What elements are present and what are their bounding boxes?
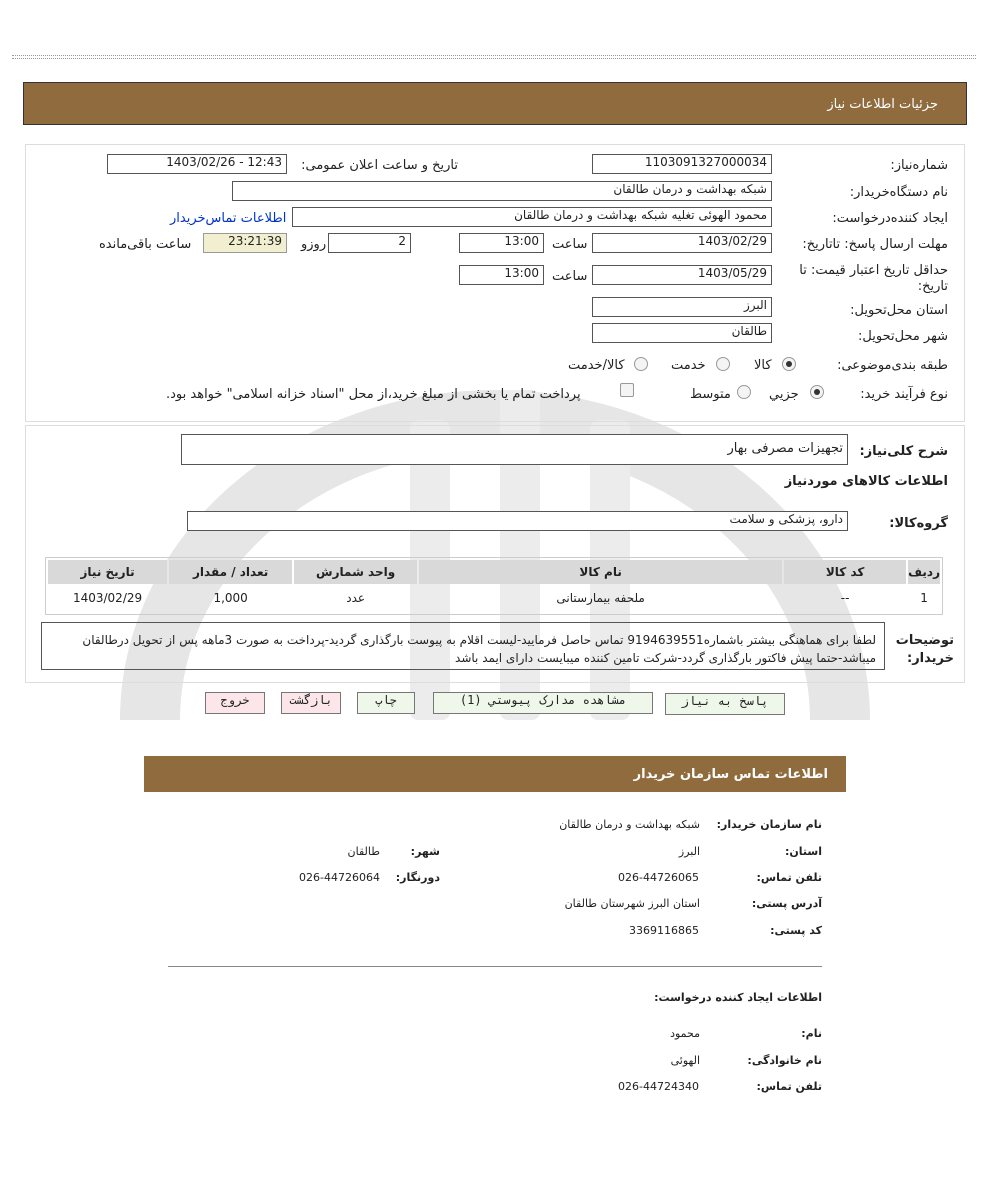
cell-goods-name: ملحفه بیمارستانی (556, 591, 645, 605)
goods-group-label: گروه‌کالا: (889, 516, 948, 531)
exit-button[interactable]: خروج (205, 692, 265, 714)
contact-org-label: نام سازمان خریدار: (716, 818, 822, 831)
creator-family-label: نام خانوادگی: (747, 1054, 822, 1067)
goods-heading: اطلاعات کالاهای موردنیاز (784, 474, 948, 489)
summary-field: تجهیزات مصرفی بهار (181, 434, 848, 465)
contact-org-value: شبکه بهداشت و درمان طالقان (559, 818, 700, 831)
cell-quantity: 1,000 (213, 591, 248, 605)
reply-deadline-label: مهلت ارسال پاسخ: تاتاریخ: (802, 237, 948, 252)
reply-time-field: 13:00 (459, 233, 544, 253)
contact-province-value: البرز (678, 845, 700, 858)
reply-button[interactable]: پاسخ به نیاز (665, 693, 785, 715)
col-goods-code: کد کالا (784, 560, 906, 584)
creator-name-label: نام: (801, 1027, 822, 1040)
buyer-org-label: نام دستگاه‌خریدار: (849, 185, 948, 200)
buyer-org-field: شبکه بهداشت و درمان طالقان (232, 181, 772, 201)
remaining-label: ساعت باقی‌مانده (99, 237, 192, 252)
goods-table-wrapper (45, 557, 943, 615)
contact-fax-label: دورنگار: (395, 871, 440, 884)
cell-unit: عدد (346, 591, 366, 605)
need-number-label: شماره‌نیاز: (890, 158, 948, 173)
contact-province-label: استان: (785, 845, 822, 858)
category-goods-radio[interactable] (782, 357, 796, 371)
category-both-radio[interactable] (634, 357, 648, 371)
creator-phone-label: تلفن تماس: (756, 1080, 822, 1093)
category-goods-label: کالا (754, 358, 772, 373)
cell-need-date: 1403/02/29 (72, 591, 143, 605)
col-row: ردیف (908, 560, 940, 584)
contact-city-value: طالقان (347, 845, 380, 858)
days-field: 2 (328, 233, 411, 253)
category-both-label: کالا/خدمت (568, 358, 625, 373)
price-validity-time-label: ساعت (552, 269, 588, 284)
top-divider (12, 55, 976, 59)
col-quantity: تعداد / مقدار (169, 560, 292, 584)
buyer-notes-field: لطفا برای هماهنگی بیشتر باشماره9194639551 تماس حاصل فرمایید-لیست اقلام به پیوست بارگذاری گردید-پرداخت به صورت 3ماهه پس از تحویل درطالقان میباشد-حتما پیش فاکتور بارگذاری گردد-شرکت تامین کننده میبایست دارای ایمد باشد (41, 622, 885, 670)
buyer-contact-link[interactable]: اطلاعات تماس‌خریدار (170, 211, 287, 226)
city-field: طالقان (592, 323, 772, 343)
process-medium-label: متوسط (690, 387, 731, 402)
reply-date-field: 1403/02/29 (592, 233, 772, 253)
announce-datetime-field: 1403/02/26 - 12:43 (107, 154, 287, 174)
requester-field: محمود الهوئی تغلیه شبکه بهداشت و درمان طالقان (292, 207, 772, 227)
creator-phone-value: 026-44724340 (618, 1080, 699, 1093)
need-number-field: 1103091327000034 (592, 154, 772, 174)
days-label: روزو (301, 237, 327, 252)
category-label: طبقه بندی‌موضوعی: (837, 358, 948, 373)
contact-phone-value: 026-44726065 (618, 871, 699, 884)
treasury-payment-checkbox[interactable] (620, 383, 634, 397)
contact-city-label: شهر: (410, 845, 440, 858)
province-field: البرز (592, 297, 772, 317)
province-label: استان محل‌تحویل: (850, 303, 948, 318)
contact-fax-value: 026-44726064 (299, 871, 380, 884)
category-service-radio[interactable] (716, 357, 730, 371)
col-unit: واحد شمارش (294, 560, 417, 584)
price-validity-time-field: 13:00 (459, 265, 544, 285)
col-need-date: تاریخ نیاز (48, 560, 167, 584)
price-validity-date-field: 1403/05/29 (592, 265, 772, 285)
contact-title: اطلاعات تماس سازمان خریدار (633, 767, 828, 782)
contact-divider (168, 966, 822, 967)
treasury-payment-label: پرداخت تمام یا بخشی از مبلغ خرید،از محل "اسناد خزانه اسلامی" خواهد بود. (166, 387, 581, 402)
col-goods-name: نام کالا (419, 560, 782, 584)
contact-postal-label: کد پستی: (770, 924, 822, 937)
purchase-process-label: نوع فرآیند خرید: (860, 387, 948, 402)
remaining-timer: 23:21:39 (203, 233, 287, 253)
goods-table (46, 558, 942, 612)
contact-phone-label: تلفن تماس: (756, 871, 822, 884)
requester-label: ایجاد کننده‌درخواست: (832, 211, 948, 226)
attachments-button[interactable]: مشاهده مدارک پیوستي (1) (433, 692, 653, 714)
process-minor-radio[interactable] (810, 385, 824, 399)
announce-datetime-label: تاریخ و ساعت اعلان عمومی: (301, 158, 458, 173)
city-label: شهر محل‌تحویل: (858, 329, 948, 344)
goods-group-field: دارو، پزشکی و سلامت (187, 511, 848, 531)
back-button[interactable]: بازگشت (281, 692, 341, 714)
buyer-notes-label: توضیحات خریدار: (895, 633, 954, 666)
summary-label: شرح کلی‌نیاز: (859, 444, 948, 459)
creator-name-value: محمود (670, 1027, 700, 1040)
process-medium-radio[interactable] (737, 385, 751, 399)
reply-time-label: ساعت (552, 237, 588, 252)
price-validity-label: حداقل تاریخ اعتبار قیمت: تا تاریخ: (799, 263, 948, 294)
creator-family-value: الهوئی (670, 1054, 700, 1067)
goods-table-header (48, 560, 940, 584)
table-row (48, 586, 940, 610)
category-service-label: خدمت (671, 358, 706, 373)
contact-address-value: استان البرز شهرستان طالقان (564, 897, 700, 910)
cell-row: 1 (920, 591, 928, 605)
page-title: جزئیات اطلاعات نیاز (827, 97, 938, 112)
cell-goods-code: -- (840, 591, 850, 605)
contact-address-label: آدرس پستی: (751, 897, 822, 910)
creator-heading: اطلاعات ایجاد کننده درخواست: (654, 991, 822, 1004)
print-button[interactable]: چاپ (357, 692, 415, 714)
page-header (23, 82, 967, 125)
contact-header (144, 756, 846, 792)
contact-postal-value: 3369116865 (629, 924, 699, 937)
process-minor-label: جزیي (769, 387, 799, 402)
